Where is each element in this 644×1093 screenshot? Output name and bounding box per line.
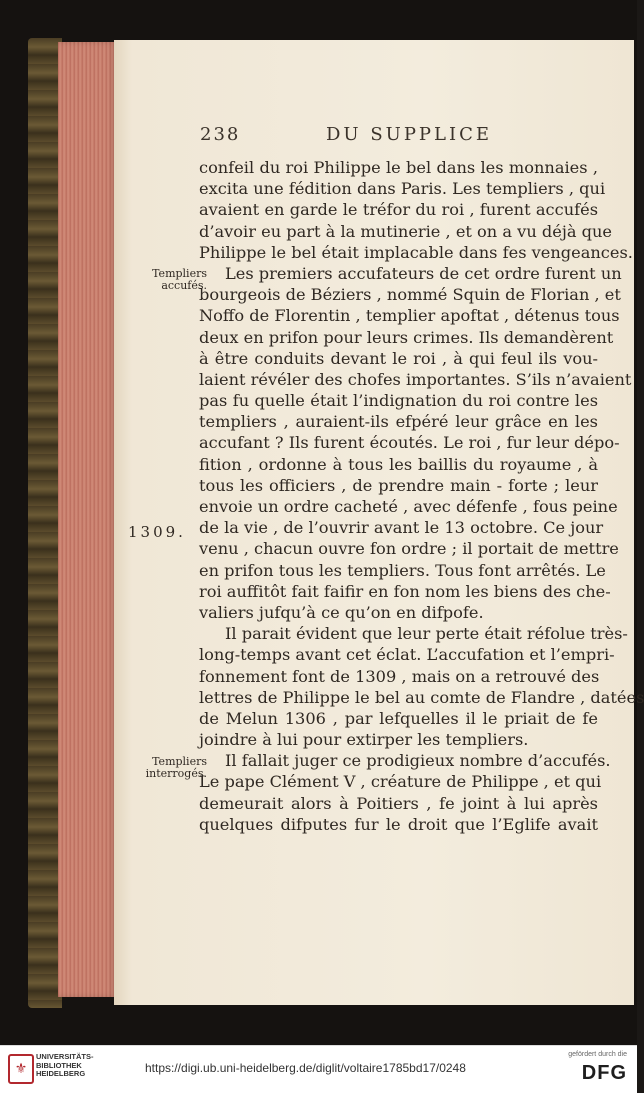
text-line: en prifon tous les templiers. Tous font arrêtés. Le	[199, 560, 606, 580]
text-line: deux en prifon pour leurs crimes. Ils demandèrent	[199, 327, 614, 347]
text-line: à être conduits devant le roi , à qui feul ils vou-	[199, 348, 598, 368]
text-line: excita une fédition dans Paris. Les templiers , qui	[199, 179, 606, 199]
text-line: de la vie , de l’ouvrir avant le 13 octobre. Ce jour	[199, 518, 604, 538]
margin-note-templiers-accuses: Templiers accufés.	[152, 267, 207, 292]
margin-year: 1309.	[128, 523, 186, 541]
university-logo-icon[interactable]: ⚜	[8, 1054, 34, 1084]
text-line: Il parait évident que leur perte était réfolue très-	[225, 624, 628, 644]
page-number: 238	[200, 124, 241, 145]
text-line: bourgeois de Béziers , nommé Squin de Florian , et	[199, 285, 621, 305]
dfg-logo[interactable]: DFG	[581, 1062, 627, 1084]
text-line: de Melun 1306 , par lefquelles il le priait de fe	[199, 708, 598, 728]
permalink[interactable]: https://digi.ub.uni-heidelberg.de/diglit/voltaire1785bd17/0248	[145, 1061, 466, 1075]
text-line: tous les officiers , de prendre main - forte ; leur	[199, 475, 598, 495]
book-binding	[28, 38, 62, 1008]
text-line: venu , chacun ouvre fon ordre ; il portait de mettre	[199, 539, 619, 559]
page-header	[114, 124, 634, 148]
text-line: accufant ? Ils furent écoutés. Le roi , fur leur dépo-	[199, 433, 620, 453]
funded-by-label: gefördert durch die	[568, 1051, 627, 1058]
body-text	[199, 157, 644, 835]
text-line: avaient en garde le tréfor du roi , furent accufés	[199, 200, 598, 220]
text-line: laient révéler des chofes importantes. S’ils n’avaient	[199, 369, 632, 389]
text-line: fition , ordonne à tous les baillis du royaume , à	[199, 454, 598, 474]
text-line: Il fallait juger ce prodigieux nombre d’accufés.	[225, 751, 611, 771]
text-line: fonnement font de 1309 , mais on a retrouvé des	[199, 666, 600, 686]
text-line: confeil du roi Philippe le bel dans les monnaies ,	[199, 158, 598, 177]
text-line: Les premiers accufateurs de cet ordre furent un	[225, 263, 622, 283]
book-page	[114, 40, 644, 1005]
text-line: demeurait alors à Poitiers , fe joint à lui après	[199, 793, 598, 813]
text-line: lettres de Philippe le bel au comte de Flandre , datées	[199, 687, 644, 707]
text-line: templiers , auraient-ils efpéré leur grâce en les	[199, 412, 598, 432]
text-line: valiers jufqu’à ce qu’on en difpofe.	[199, 602, 484, 622]
text-line: Le pape Clément V , créature de Philippe , et qui	[199, 772, 602, 792]
text-line: Noffo de Florentin , templier apoftat , détenus tous	[199, 306, 620, 326]
text-line: d’avoir eu part à la mutinerie , et on a vu déjà que	[199, 221, 613, 241]
library-name: UNIVERSITÄTS- BIBLIOTHEK HEIDELBERG	[36, 1052, 94, 1078]
text-line: pas fu quelle était l’indignation du roi contre les	[199, 391, 598, 411]
running-title: DU SUPPLICE	[326, 124, 493, 145]
text-line: long-temps avant cet éclat. L’accufation et l’empri-	[199, 645, 615, 665]
text-line: envoie un ordre cacheté , avec défenfe , fous peine	[199, 497, 618, 516]
text-line: roi auffitôt fait faifir en fon nom les biens des che-	[199, 581, 611, 601]
text-line: Philippe le bel était implacable dans fes vengeances.	[199, 242, 633, 262]
page-edges	[58, 42, 116, 997]
text-line: quelques difputes fur le droit que l’Eglife avait	[199, 814, 598, 834]
text-line: joindre à lui pour extirper les templiers.	[199, 730, 529, 750]
margin-note-templiers-interroges: Templiers interrogés.	[145, 755, 207, 780]
viewer-footer	[0, 1045, 637, 1093]
